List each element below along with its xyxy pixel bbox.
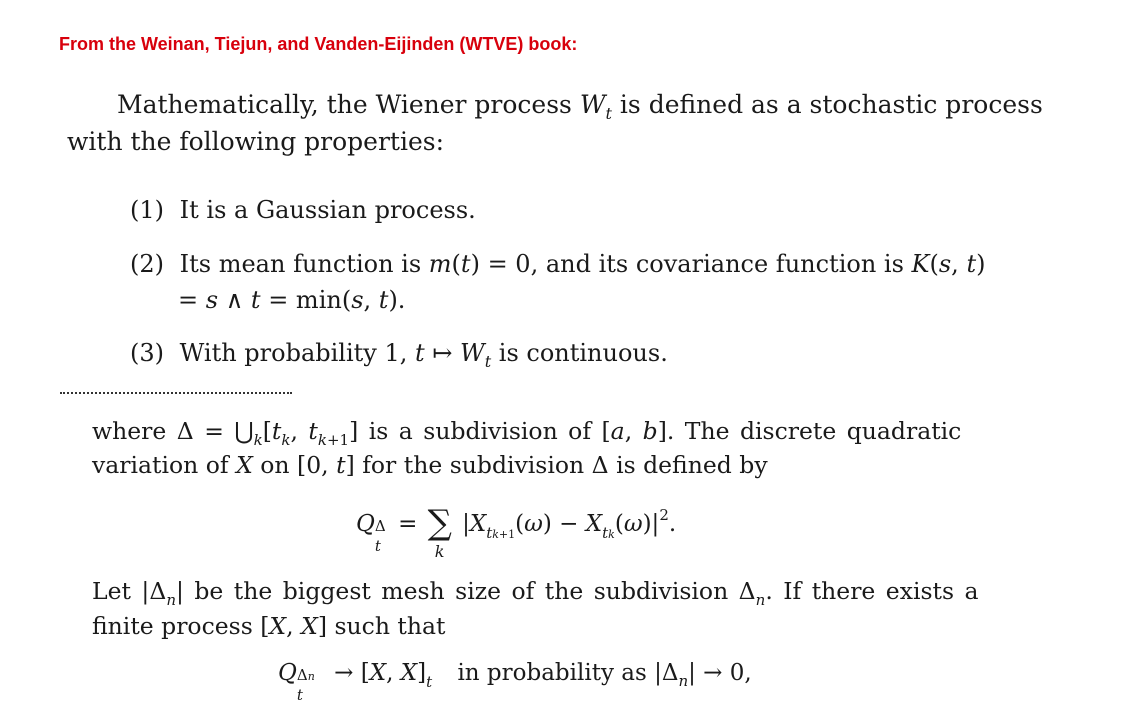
property-item-2-continuation bbox=[178, 286, 405, 314]
property-text: It is a Gaussian process. bbox=[179, 196, 476, 224]
sum-index: k bbox=[434, 542, 445, 561]
source-header: From the Weinan, Tiejun, and Vanden-Eijinden (WTVE) book: bbox=[59, 34, 578, 54]
property-text: = s ∧ t = min(s, t). bbox=[178, 286, 406, 314]
intro-line-2: with the following properties: bbox=[67, 127, 445, 156]
intro-line-1-text: Mathematically, the Wiener process $W_t$ is defined as a stochastic process bbox=[117, 90, 1043, 123]
excerpt-line-2: variation of X on [0, t] for the subdivision Δ is defined by bbox=[92, 451, 768, 479]
property-number: (3) bbox=[130, 339, 164, 367]
property-text: With probability 1, t ↦ $W_t$ is continuous. bbox=[179, 339, 668, 371]
excerpt-line-4: finite process [X, X] such that bbox=[92, 612, 446, 640]
section-separator bbox=[60, 392, 292, 394]
excerpt-line-3: Let $|\Delta_n|$ be the biggest mesh size of the subdivision $\Delta_n$. If there exists a bbox=[92, 577, 979, 609]
equation-convergence: Q Δn t → [X, $X]_t$ in probability as $|\Delta_n| \to 0$, bbox=[278, 660, 752, 704]
property-number: (1) bbox=[130, 196, 164, 224]
intro-line-1 bbox=[117, 86, 1043, 126]
property-number: (2) bbox=[130, 250, 164, 278]
property-item-1 bbox=[130, 196, 476, 224]
property-item-2 bbox=[130, 250, 985, 278]
property-item-3 bbox=[130, 339, 668, 371]
excerpt-line-1: where $\Delta = ⋃_k[t_k$, $t_{k+1}$] is a subdivision of [a, b]. The discrete quadratic bbox=[92, 417, 962, 449]
property-text: Its mean function is m(t) = 0, and its covariance function is K(s, t) bbox=[179, 250, 986, 278]
equation-quadratic-variation: Q Δ t = ∑ k $|X_{tk+1}(\omega) - X_{tk}(\omega)|^2$. bbox=[356, 503, 677, 561]
summation-symbol: ∑ bbox=[427, 503, 452, 543]
